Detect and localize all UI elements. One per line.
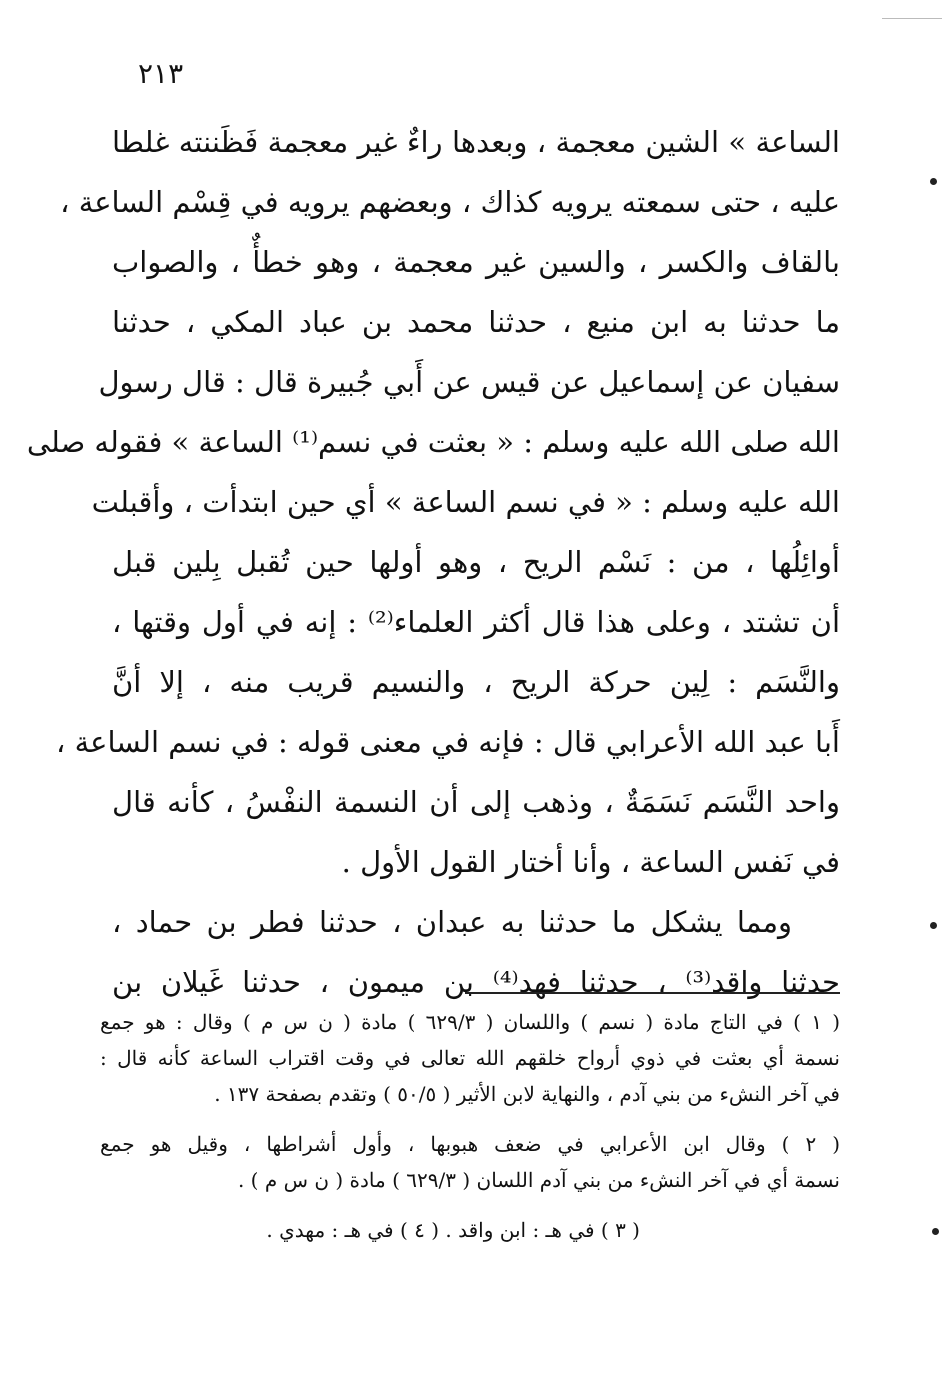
footnote-1-line: ( ١ ) في التاج مادة ( نسم ) واللسان ( ٦٢٩/٣ ) مادة ( ن س م ) وقال : هو جمع <box>100 1010 840 1034</box>
margin-mark <box>930 178 937 185</box>
paragraph-start-line: ومما يشكل ما حدثنا به عبدان ، حدثنا فطر بن حماد ، <box>112 905 792 939</box>
page-edge-mark <box>882 0 942 19</box>
text-line: أَبا عبد الله الأعرابي قال : فإنه في معنى قوله : في نسم الساعة ، <box>56 725 840 759</box>
text-line: الساعة » الشين معجمة ، وبعدها راءٌ غير معجمة فَظَننته غلطا <box>112 125 840 159</box>
text-line: الله صلى الله عليه وسلم : « بعثت في نسم⁽¹⁾ الساعة » فقوله صلى <box>26 425 840 459</box>
footnotes <box>100 1004 840 1248</box>
text-line-last: في نَفس الساعة ، وأنا أختار القول الأول . <box>341 845 840 879</box>
text-line: أوائِلُها ، من : نَسْم الريح ، وهو أولها حين تُقبل بِلين قبل <box>112 545 840 579</box>
text-line: عليه ، حتى سمعته يرويه كذاك ، وبعضهم يرويه في قِسْم الساعة ، <box>60 185 840 219</box>
footnote-separator <box>465 992 840 994</box>
text-line: والنَّسَم : لِين حركة الريح ، والنسيم قريب منه ، إلا أنَّ <box>112 665 840 699</box>
footnote-2-line: ( ٢ ) وقال ابن الأعرابي في ضعف هبوبها ، وأول أشراطها ، وقيل هو جمع <box>100 1132 840 1156</box>
text-line: ما حدثنا به ابن منيع ، حدثنا محمد بن عباد المكي ، حدثنا <box>112 305 840 339</box>
footnote-1-line: في آخر النشء من بني آدم ، والنهاية لابن الأثير ( ٥٠/٥ ) وتقدم بصفحة ١٣٧ . <box>214 1082 840 1106</box>
text-line: بالقاف والكسر ، والسين غير معجمة ، وهو خطأٌ ، والصواب <box>112 245 840 279</box>
main-text <box>26 112 840 1012</box>
text-line: واحد النَّسَم نَسَمَةٌ ، وذهب إلى أن النسمة النفْسُ ، كأنه قال <box>112 785 840 819</box>
text-line: حدثنا واقد⁽³⁾ ، حدثنا فهد⁽⁴⁾ بن ميمون ، حدثنا غَيلان بن <box>112 965 840 999</box>
text-line: أن تشتد ، وعلى هذا قال أكثر العلماء⁽²⁾ : إنه في أول وقتها ، <box>112 605 840 639</box>
text-line: سفيان عن إسماعيل عن قيس عن أَبي جُبيرة قال : قال رسول <box>98 365 840 399</box>
text-line: الله عليه وسلم : « في نسم الساعة » أي حين ابتدأت ، وأقبلت <box>91 485 840 519</box>
page-number: ٢١٣ <box>138 57 184 90</box>
footnote-3-4-line: ( ٣ ) في هـ : ابن واقد . ( ٤ ) في هـ : مهدي . <box>266 1218 640 1242</box>
margin-mark <box>932 1228 939 1235</box>
footnote-2-line: نسمة أي في آخر النشء من بني آدم اللسان ( ٦٢٩/٣ ) مادة ( ن س م ) . <box>237 1168 840 1192</box>
margin-mark <box>930 922 937 929</box>
footnote-1-line: نسمة أي بعثت في ذوي أرواح خلقهم الله تعالى في وقت اقتراب الساعة كأنه قال : <box>100 1046 840 1070</box>
